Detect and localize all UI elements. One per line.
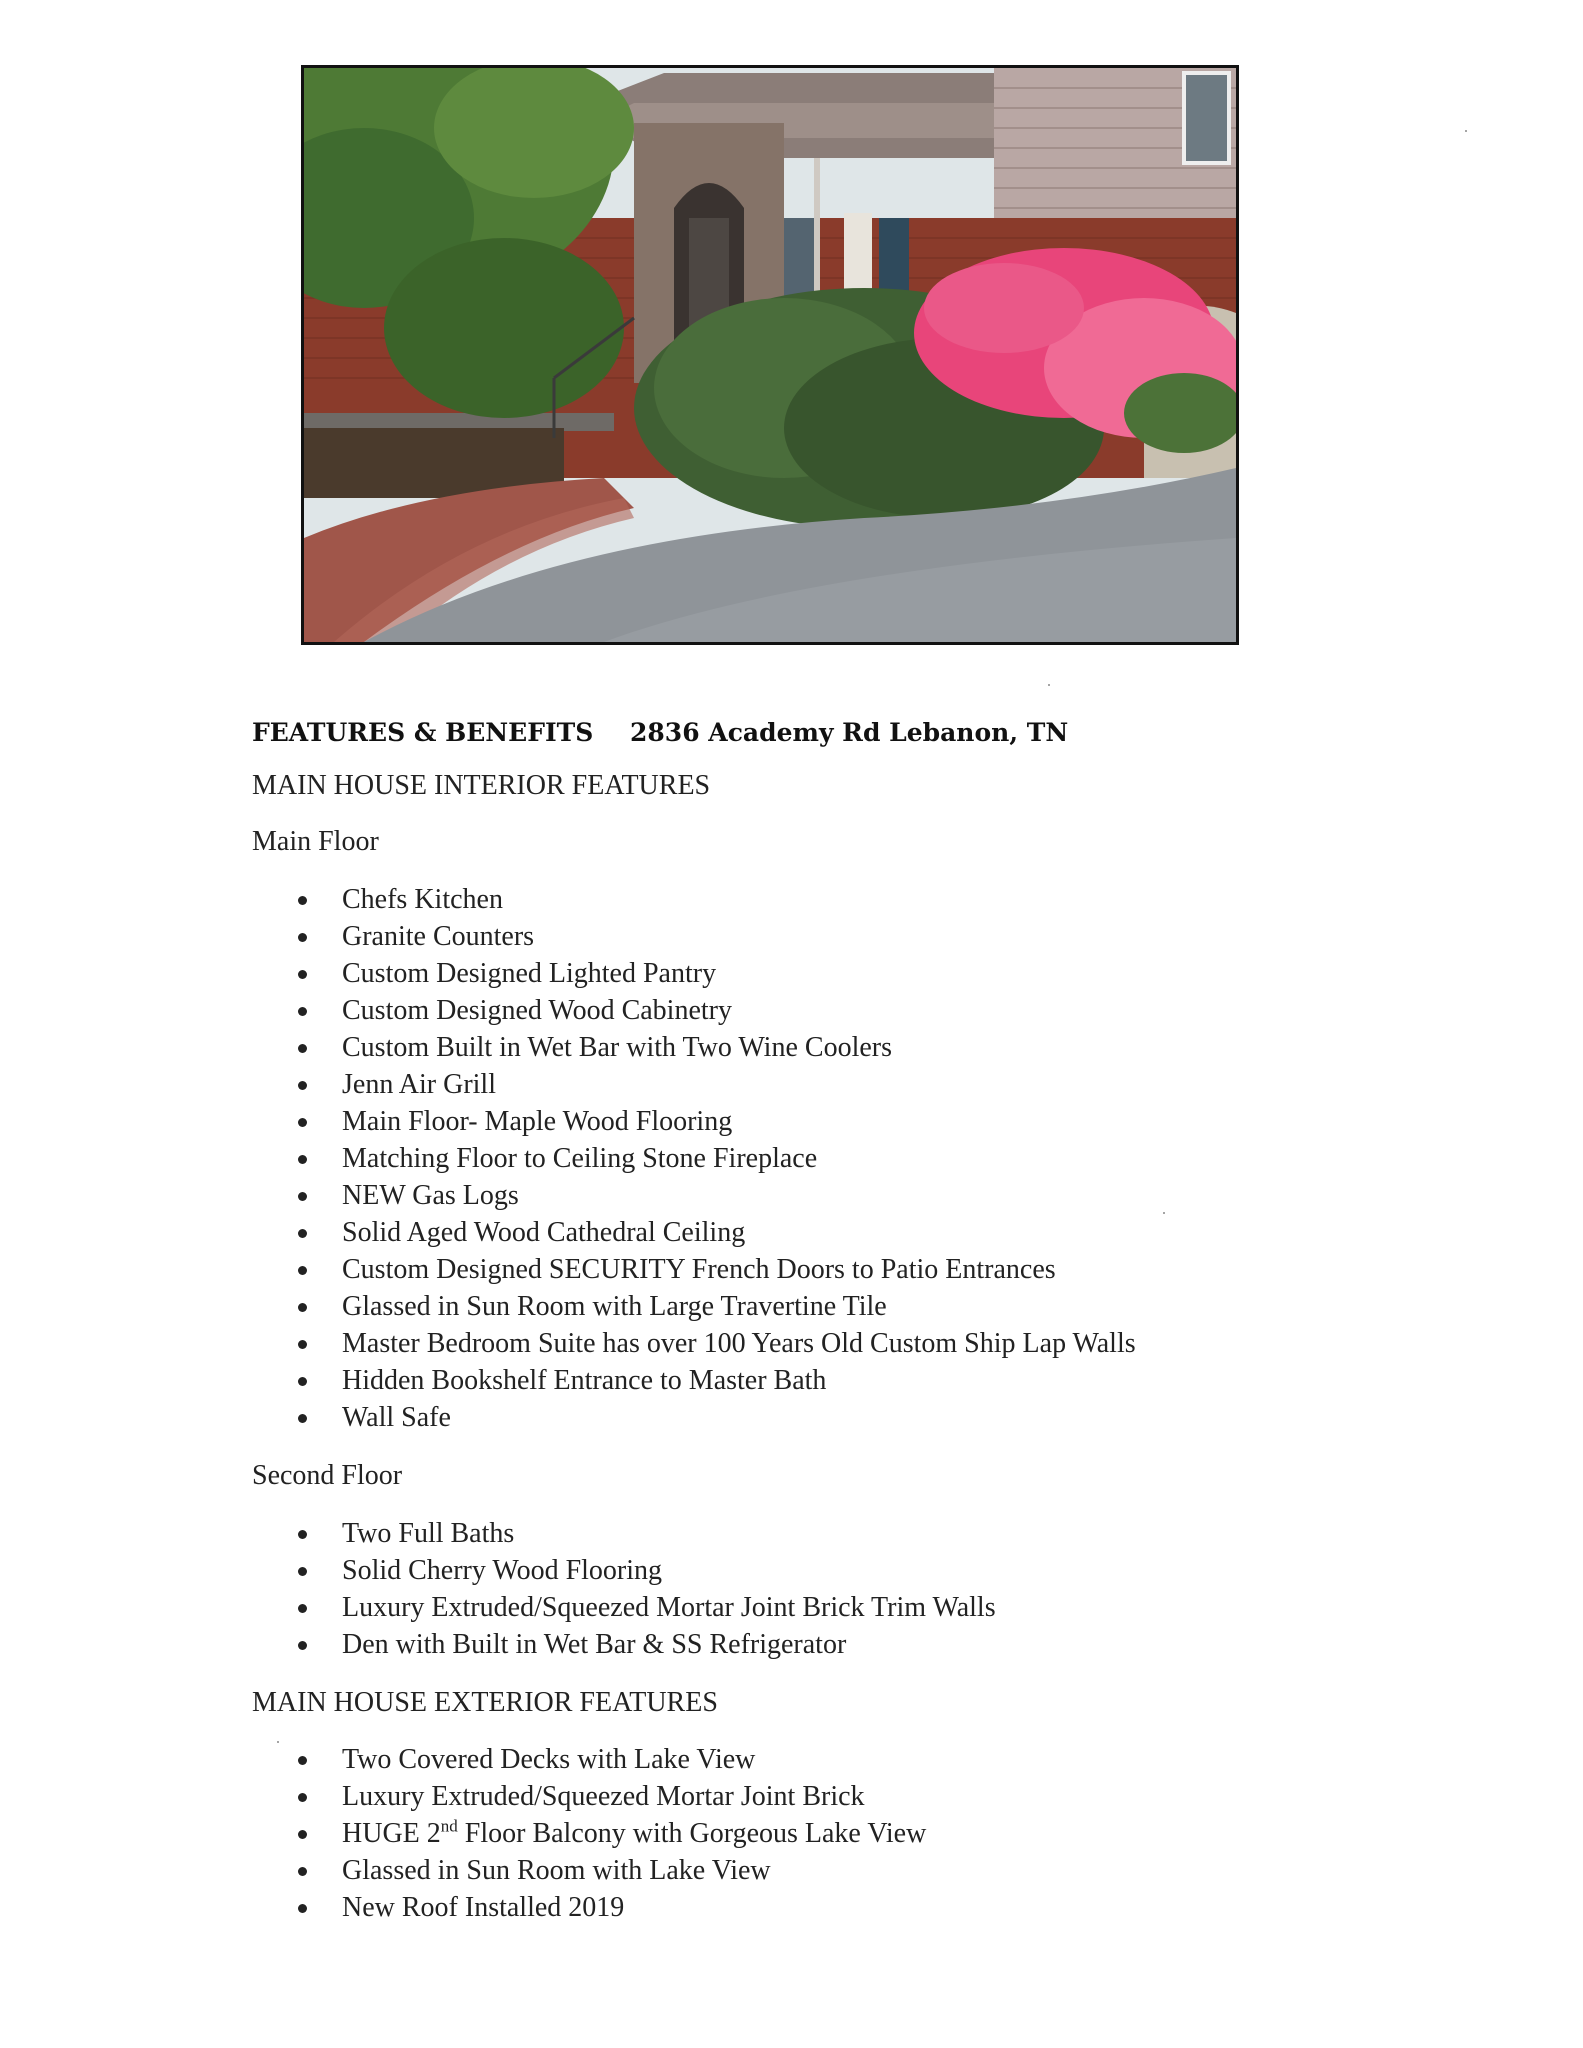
list-item: New Roof Installed 2019 (296, 1889, 926, 1926)
list-item: Custom Designed SECURITY French Doors to Patio Entrances (296, 1251, 1136, 1288)
list-item: Solid Aged Wood Cathedral Ceiling (296, 1214, 1136, 1251)
second-floor-label: Second Floor (252, 1460, 403, 1491)
list-item: Custom Designed Wood Cabinetry (296, 992, 1136, 1029)
list-item: Matching Floor to Ceiling Stone Fireplace (296, 1140, 1136, 1177)
scan-speck (1163, 1212, 1165, 1214)
item-suffix: Floor Balcony with Gorgeous Lake View (457, 1818, 927, 1849)
main-floor-list (296, 881, 1136, 1436)
list-item: Solid Cherry Wood Flooring (296, 1552, 996, 1589)
item-prefix: HUGE 2 (342, 1818, 441, 1849)
list-item: Custom Built in Wet Bar with Two Wine Coolers (296, 1029, 1136, 1066)
list-item: Luxury Extruded/Squeezed Mortar Joint Brick (296, 1778, 926, 1815)
list-item: Main Floor- Maple Wood Flooring (296, 1103, 1136, 1140)
list-item: Den with Built in Wet Bar & SS Refrigerator (296, 1626, 996, 1663)
scan-speck (1048, 684, 1050, 686)
list-item: Hidden Bookshelf Entrance to Master Bath (296, 1362, 1136, 1399)
main-floor-label: Main Floor (252, 826, 379, 857)
list-item: Glassed in Sun Room with Large Travertine Tile (296, 1288, 1136, 1325)
list-item: Two Covered Decks with Lake View (296, 1741, 926, 1778)
list-item: Luxury Extruded/Squeezed Mortar Joint Brick Trim Walls (296, 1589, 996, 1626)
exterior-list (296, 1741, 926, 1926)
scan-speck (1465, 130, 1467, 132)
list-item: Glassed in Sun Room with Lake View (296, 1852, 926, 1889)
document-heading (252, 718, 1068, 747)
list-item: Wall Safe (296, 1399, 1136, 1436)
house-illustration (304, 68, 1236, 642)
list-item: Jenn Air Grill (296, 1066, 1136, 1103)
exterior-features-label: MAIN HOUSE EXTERIOR FEATURES (252, 1687, 718, 1718)
list-item: NEW Gas Logs (296, 1177, 1136, 1214)
item-superscript: nd (440, 1816, 458, 1836)
interior-features-label: MAIN HOUSE INTERIOR FEATURES (252, 770, 711, 801)
scan-speck (277, 1741, 279, 1743)
list-item: Chefs Kitchen (296, 881, 1136, 918)
heading-title: FEATURES & BENEFITS (252, 718, 594, 747)
list-item: Master Bedroom Suite has over 100 Years Old Custom Ship Lap Walls (296, 1325, 1136, 1362)
list-item: Granite Counters (296, 918, 1136, 955)
list-item: Two Full Baths (296, 1515, 996, 1552)
property-address: 2836 Academy Rd Lebanon, TN (630, 718, 1069, 747)
list-item: Custom Designed Lighted Pantry (296, 955, 1136, 992)
house-photo (301, 65, 1239, 645)
list-item (296, 1815, 926, 1852)
second-floor-list (296, 1515, 996, 1663)
